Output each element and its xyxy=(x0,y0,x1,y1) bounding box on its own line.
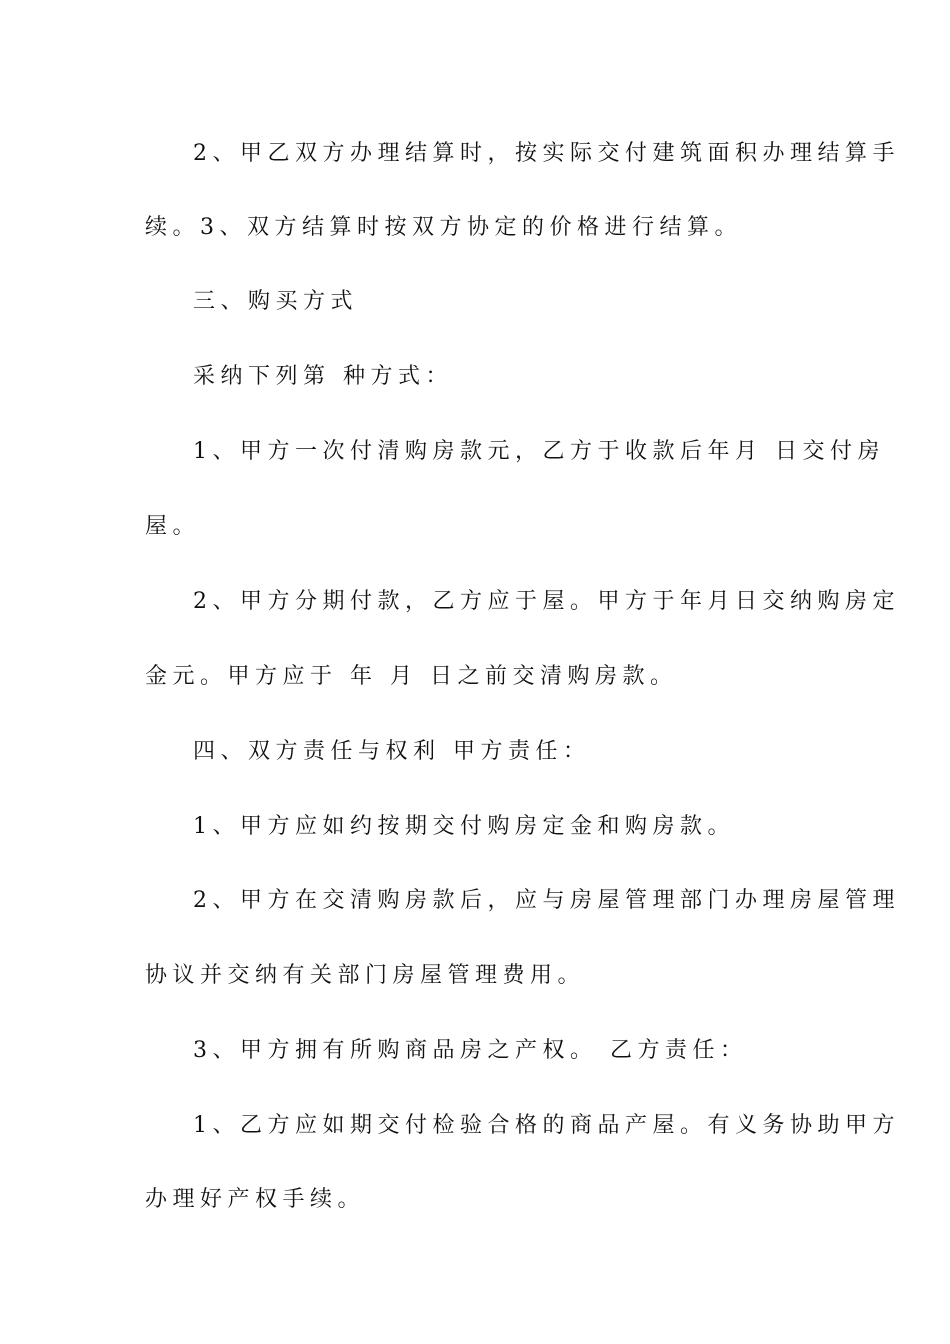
paragraph-line: 2、甲方在交清购房款后，应与房屋管理部门办理房屋管理 xyxy=(193,888,900,913)
paragraph-line: 协议并交纳有关部门房屋管理费用。 xyxy=(145,963,586,988)
paragraph-line: 1、乙方应如期交付检验合格的商品产屋。有义务协助甲方 xyxy=(193,1113,900,1138)
paragraph-line: 金元。甲方应于 年 月 日之前交清购房款。 xyxy=(145,664,678,689)
paragraph-line: 1、甲方应如约按期交付购房定金和购房款。 xyxy=(193,814,735,839)
section-heading: 三、购买方式 xyxy=(193,289,359,314)
section-heading: 四、双方责任与权利 甲方责任： xyxy=(193,739,591,764)
paragraph-line: 办理好产权手续。 xyxy=(145,1187,366,1212)
paragraph-line: 2、甲方分期付款，乙方应于屋。甲方于年月日交纳购房定 xyxy=(193,589,900,614)
paragraph-line: 2、甲乙双方办理结算时，按实际交付建筑面积办理结算手 xyxy=(193,141,900,166)
paragraph-line: 1、甲方一次付清购房款元，乙方于收款后年月 日交付房 xyxy=(193,439,885,464)
paragraph-line: 屋。 xyxy=(145,514,201,539)
paragraph-line: 采纳下列第 种方式： xyxy=(193,364,453,389)
paragraph-line: 3、甲方拥有所购商品房之产权。 乙方责任： xyxy=(193,1038,748,1063)
paragraph-line: 续。3、双方结算时按双方协定的价格进行结算。 xyxy=(145,215,742,240)
